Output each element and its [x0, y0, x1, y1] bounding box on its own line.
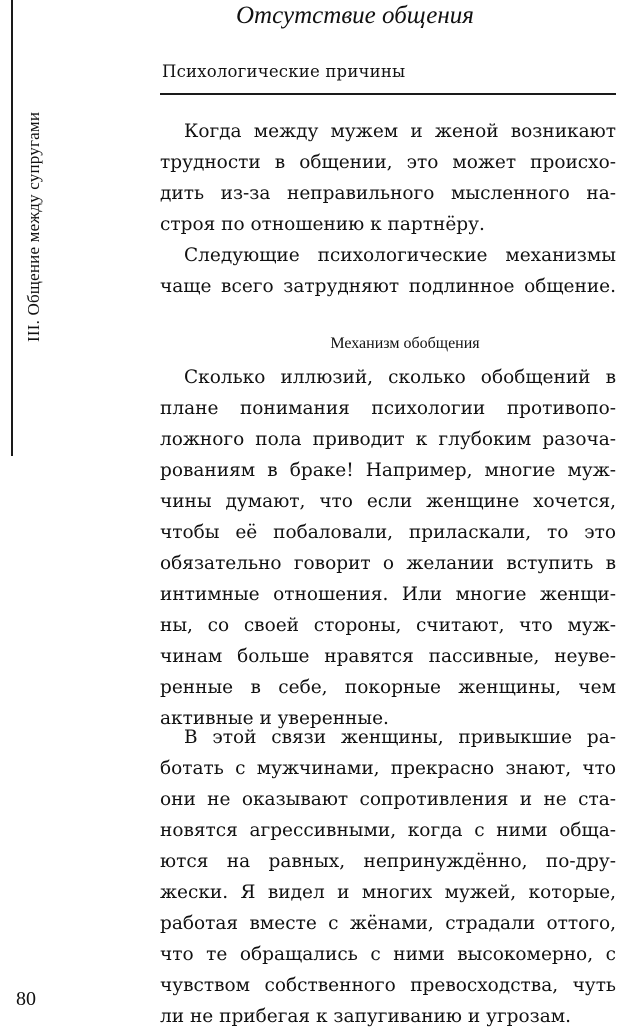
text-line: плане понимания психологии противопо- [160, 398, 616, 419]
page-number: 80 [16, 988, 36, 1010]
text-line: дить из-за неправильного мысленного на- [160, 183, 616, 204]
text-line: чинам больше нравятся пассивные, неуве- [160, 646, 616, 667]
side-rule [11, 0, 13, 456]
text-line: работая вместе с жёнами, страдали оттого, [160, 913, 616, 934]
subheading: Механизм обобщения [330, 335, 480, 352]
text-line: Следующие психологические механизмы [184, 245, 616, 266]
text-line: интимные отношения. Или многие женщи- [160, 584, 616, 605]
text-line: рованиям в браке! Например, многие муж- [160, 460, 616, 481]
text-line: В этой связи женщины, привыкшие ра- [184, 727, 616, 748]
text-line: ложного пола приводит к глубоким разоча- [160, 429, 616, 450]
text-line: новятся агрессивными, когда с ними обща- [160, 820, 616, 841]
text-line: чины думают, что если женщине хочется, [160, 491, 616, 512]
paragraph-2 [160, 240, 616, 302]
text-line: ботать с мужчинами, прекрасно знают, что [160, 758, 616, 779]
text-line: Сколько иллюзий, сколько обобщений в [184, 367, 616, 388]
text-line: ются на равных, непринуждённо, по-дру- [160, 851, 616, 872]
text-line: обязательно говорит о желании вступить в [160, 553, 616, 574]
text-line: Когда между мужем и женой возникают [184, 121, 616, 142]
chapter-side-label: III. Общение между супругами [24, 111, 43, 342]
text-line: строя по отношению к партнёру. [160, 214, 485, 235]
text-line: трудности в общении, это может происхо- [160, 152, 616, 173]
running-head: Отсутствие общения [236, 2, 474, 29]
text-line: они не оказывают сопротивления и не ста- [160, 789, 616, 810]
text-line: чаще всего затрудняют подлинное общение. [160, 276, 616, 297]
paragraph-3 [160, 362, 616, 734]
text-line: чувством собственного превосходства, чуть [160, 975, 616, 996]
section-title: Психологические причины [162, 62, 406, 81]
text-line: активные и уверенные. [160, 708, 389, 729]
paragraph-4 [160, 722, 616, 1032]
text-line: ли не прибегая к запугиванию и угрозам. [160, 1006, 572, 1027]
text-line: ренные в себе, покорные женщины, чем [160, 677, 616, 698]
text-line: что те обращались с ними высокомерно, с [160, 944, 616, 965]
text-line: чтобы её побаловали, приласкали, то это [160, 522, 616, 543]
text-line: ны, со своей стороны, считают, что муж- [160, 615, 616, 636]
section-divider [160, 93, 616, 95]
paragraph-1 [160, 116, 616, 240]
text-line: жески. Я видел и многих мужей, которые, [160, 882, 616, 903]
